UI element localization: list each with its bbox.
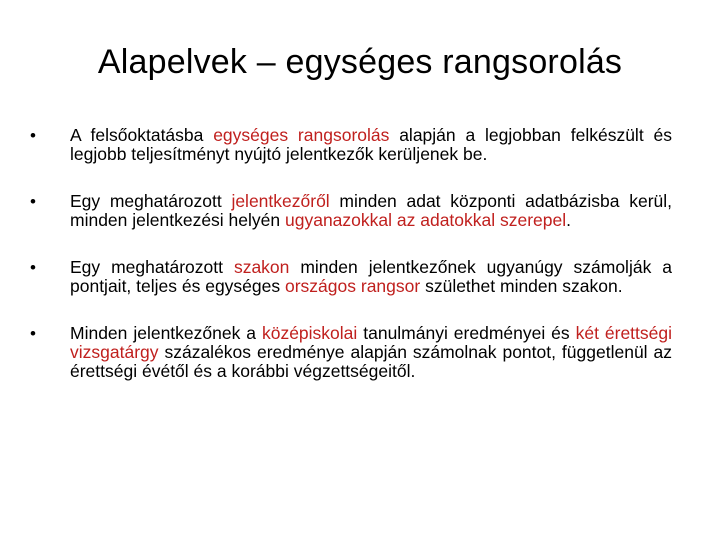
bullet-item (30, 324, 672, 381)
highlighted-text: jelentkezőről (231, 191, 330, 211)
text-segment: Egy meghatározott (70, 257, 234, 277)
bullet-marker-icon: • (30, 192, 36, 211)
highlighted-text: középiskolai (261, 323, 358, 343)
highlighted-text: egységes rangsorolás (213, 125, 390, 145)
bullet-item (30, 192, 672, 230)
highlighted-text: szakon (233, 257, 290, 277)
bullet-list (30, 126, 672, 409)
bullet-text (70, 257, 672, 296)
text-segment: alapján a legjobban felkészült és legjobb teljesítményt nyújtó jelentkezők kerüljenek be. (70, 125, 672, 164)
bullet-item (30, 126, 672, 164)
slide-title: Alapelvek – egységes rangsorolás (97, 43, 623, 81)
bullet-marker-icon: • (30, 324, 36, 343)
text-segment: százalékos eredménye alapján számolnak pontot, függetlenül az érettségi évétől és a korábbi végzettségeitől. (70, 342, 672, 381)
bullet-marker-icon: • (30, 258, 36, 277)
bullet-text (70, 125, 672, 164)
bullet-text (70, 191, 672, 230)
highlighted-text: országos rangsor (285, 276, 421, 296)
text-segment: Egy meghatározott (70, 191, 232, 211)
text-segment: A felsőoktatásba (70, 125, 214, 145)
text-segment: minden jelentkezőnek ugyanúgy számolják a pontjait, teljes és egységes (70, 257, 673, 296)
highlighted-text: ugyanazokkal az adatokkal szerepel (285, 210, 567, 230)
text-segment: . (566, 210, 572, 230)
text-segment: minden adat központi adatbázisba kerül, minden jelentkezési helyén (70, 191, 673, 230)
bullet-item (30, 258, 672, 296)
highlighted-text: két érettségi vizsgatárgy (70, 323, 673, 362)
bullet-text (70, 323, 672, 381)
text-segment: születhet minden szakon. (420, 276, 623, 296)
text-segment: Minden jelentkezőnek a (70, 323, 262, 343)
bullet-marker-icon: • (30, 126, 36, 145)
text-segment: tanulmányi eredményei és (357, 323, 576, 343)
